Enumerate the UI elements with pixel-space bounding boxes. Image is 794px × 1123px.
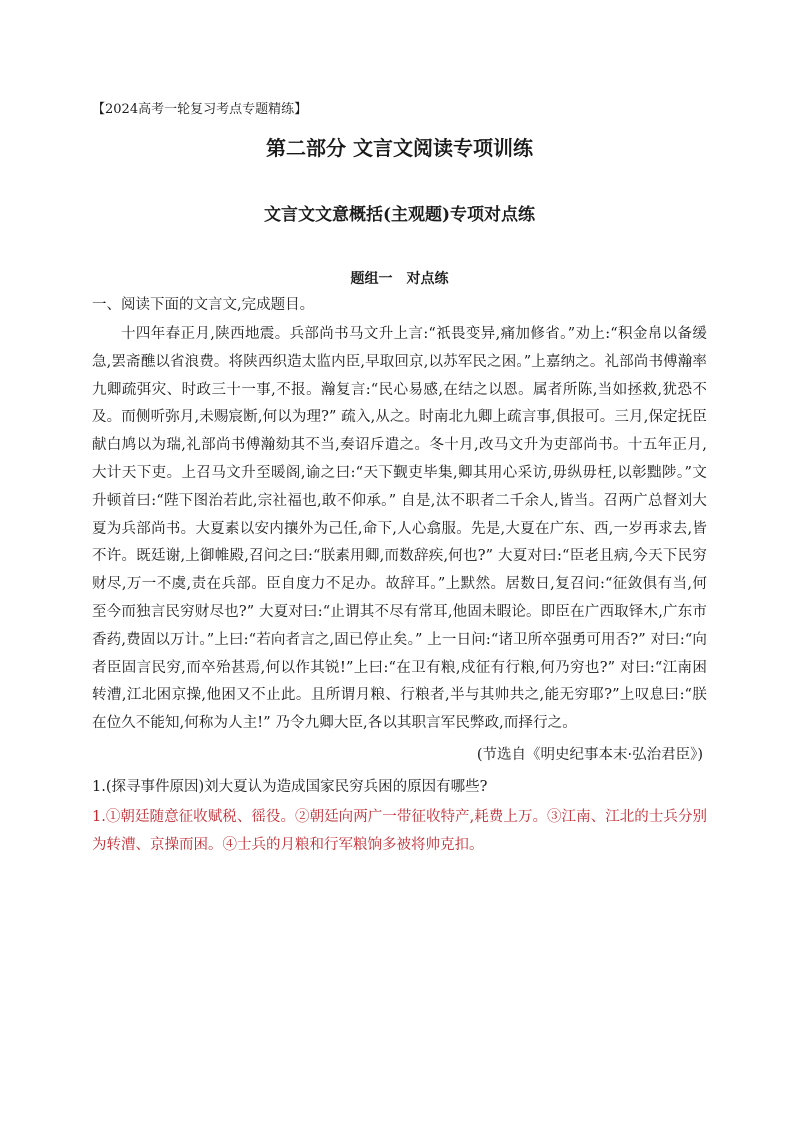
classical-passage: 十四年春正月,陕西地震。兵部尚书马文升上言:“祇畏变异,痛加修省。”劝上:“积金帛以备缓急,罢斋醮以省浪费。将陕西织造太监内臣,早取回京,以苏军民之困。”上嘉纳之。礼部尚书傅瀚率九卿疏弭灾、时政三十一事,不报。瀚复言:“民心易感,在结之以恩。属者所陈,当如拯救,犹恐不及。而侧听弥月,未赐宸断,何以为理?” 疏入,从之。时南北九卿上疏言事,俱报可。三月,保定抚臣献白鸠以为瑞,礼部尚书傅瀚劾其不当,奏诏斥遣之。冬十月,改马文升为吏部尚书。十五年正月,大计天下吏。上召马文升至暖阁,谕之曰:“天下觐吏毕集,卿其用心采访,毋纵毋枉,以彰黜陟。”文升顿首曰:“陛下图治若此,宗社福也,敢不仰承。” 自是,汰不职者二千余人,皆当。召两广总督刘大夏为兵部尚书。大夏素以安内攘外为己任,命下,人心翕服。先是,大夏在广东、西,一岁再求去,皆不许。既廷谢,上御帷殿,召问之曰:“朕素用卿,而数辞疾,何也?” 大夏对曰:“臣老且病,今天下民穷财尽,万一不虞,责在兵部。臣自度力不足办。故辞耳。”上默然。居数日,复召问:“征敛俱有当,何至今而独言民穷财尽也?” 大夏对曰:“止谓其不尽有常耳,他固未暇论。即臣在广西取铎木,广东市香药,费固以万计。”上曰:“若向者言之,固已停止矣。” 上一日问:“诸卫所卒强勇可用否?” 对曰:“向者臣固言民穷,而卒殆甚焉,何以作其锐!”上曰:“在卫有粮,戍征有行粮,何乃穷也?” 对曰:“江南困转漕,江北困京操,他困又不止此。且所谓月粮、行粮者,半与其帅共之,能无穷耶?”上叹息曰:“朕在位久不能知,何称为人主!” 乃令九卿大臣,各以其职言军民弊政,而择行之。 bbox=[92, 326, 707, 732]
group-name: 对点练 bbox=[406, 271, 449, 287]
topic-title: 文言文文意概括(主观题)专项对点练 bbox=[263, 205, 536, 225]
section-instruction: 一、阅读下面的文言文,完成题目。 bbox=[92, 297, 315, 313]
group-heading bbox=[92, 268, 707, 290]
document-page bbox=[92, 100, 707, 859]
passage-source: (节选自《明史纪事本末·弘治君臣》) bbox=[476, 746, 703, 763]
answer-1: 1.①朝廷随意征收赋税、徭役。②朝廷向两广一带征收特产,耗费上万。③江南、江北的士兵分别为转漕、京操而困。④士兵的月粮和行军粮饷多被将帅克扣。 bbox=[92, 808, 707, 853]
part-title: 第二部分 文言文阅读专项训练 bbox=[266, 136, 533, 160]
group-label: 题组一 bbox=[350, 271, 393, 287]
series-tag: 【2024高考一轮复习考点专题精练】 bbox=[92, 102, 308, 117]
question-1: 1.(探寻事件原因)刘大夏认为造成国家民穷兵困的原因有哪些? bbox=[92, 778, 488, 795]
